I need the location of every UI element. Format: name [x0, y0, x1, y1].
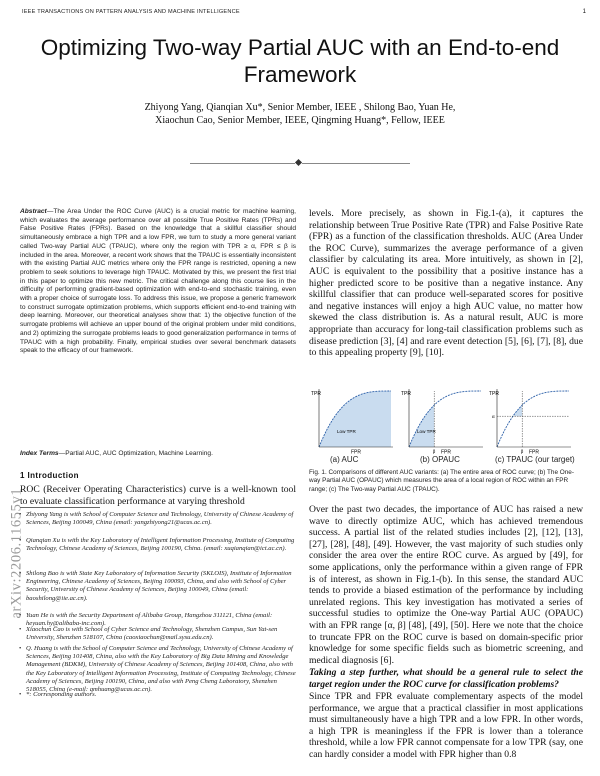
figure-caption-label: Fig. 1. [309, 469, 327, 476]
y-axis-label: TPR [401, 391, 411, 397]
authors-line-1: Zhiyong Yang, Qianqian Xu*, Senior Member, IEEE , Shilong Bao, Yuan He, [144, 102, 456, 113]
abstract [20, 208, 296, 356]
page-number: 1 [582, 9, 586, 15]
author-list [0, 101, 600, 127]
footnote-rule [20, 507, 100, 508]
roc-curve [497, 391, 569, 447]
y-axis-label: TPR [489, 391, 499, 397]
body-paragraph-3: Taking a step further, what should be a general rule to select the target region under the ROC curve for classification problems? [309, 667, 583, 690]
body-paragraph-2: Over the past two decades, the importance of AUC has raised a new wave to directly optimize AUC, which has achieved tremendous success. A partial list of the related studies includes [2], [12], [13], [27], [28], [48], [49]. However, the vast majority of such studies only consider the area over the entire ROC curve. As argued by [49], for some applications, only the performance within a given range of FPR is of interest, as shown in Fig.1-(b). In this sense, the standard AUC tends to provide a biased estimation of the performance by including unrelated regions. This key investigation has motivated a series of successful studies to optimize the One-way Partial AUC (OPAUC) with an FPR range [α, β] [48], [49], [50]. Here we note that the choice to truncate FPR on the ROC curve is based on domain-specific prior knowledge for some specific fields such as biometric screening, and medical diagnosis [6]. [309, 504, 583, 666]
body-paragraph-1: levels. More precisely, as shown in Fig.1-(a), it captures the relationship between True Positive Rate (TPR) and False Positive Rate (FPR) as a function of the classification thresholds. AUC (Area Under the ROC Curve), summarizes the average performance of a given classifier by calculating its area. More intuitively, as shown in [2], AUC is equivalent to the possibility that a positive instance has a higher predicted score to be positive than a negative instance. Any skillful classifier that can produce well-separated scores for positive and negative instances will enjoy a high AUC value, no matter how skewed the class distribution is. As a natural result, AUC is more appropriate than accuracy for long-tail classification problems such as disease prediction [3], [4] and rare event detection [5], [6], [7], [8], due to this appealing property [9], [10]. [309, 208, 583, 359]
footnote-item: • *: Corresponding authors. [26, 691, 296, 699]
paper-title: Optimizing Two-way Partial AUC with an End-to-end Framework [40, 35, 560, 87]
beta-tick: β [520, 450, 524, 455]
region-label: Low TPR [337, 429, 356, 434]
abstract-text: —The Area Under the ROC Curve (AUC) is a crucial metric for machine learning, which evaluates the average performance over all possible True Positive Rates (TPRs) and False Positive Rates (FPRs). Based on the knowledge that a skillful classifier should simultaneously embrace a high TPR and a low FPR, we turn to study a more general variant called Two-way Partial AUC (TPAUC), where only the region with TPR ≥ α, FPR ≤ β is included in the area. Moreover, a recent work shows that the TPAUC is essentially inconsistent with the existing Partial AUC metrics where only the FPR range is restricted, opening a new problem to seek solutions to leverage high TPAUC. Motivated by this, we present the first trial in this paper to optimize this new metric. The critical challenge along this course lies in the difficulty of performing gradient-based optimization with end-to-end stochastic training, even with a proper choice of surrogate loss. To address this issue, we propose a generic framework to construct surrogate optimization problems, which supports efficient end-to-end training with deep learning. Moreover, our theoretical analyses show that: 1) the objective function of the surrogate problems will achieve an upper bound of the original problem under mild conditions, and 2) optimizing the surrogate problems leads to good generalization performance in terms of TPAUC with a high probability. Finally, empirical studies over several benchmark datasets speak to the efficacy of our framework. [20, 208, 296, 355]
panel-b-caption: (b) OPAUC [420, 455, 460, 464]
x-axis-label: FPR [529, 449, 539, 455]
footnote-item: • Qianqian Xu is with the Key Laboratory of Intelligent Information Processing, Institute of Computing Technology, Chinese Academy of Sciences, Beijing 100190, China. (email: xuqianqian@ict.ac.cn). [26, 537, 296, 553]
abstract-label: Abstract [20, 208, 47, 215]
running-header: IEEE TRANSACTIONS ON PATTERN ANALYSIS AND MACHINE INTELLIGENCE [22, 9, 240, 15]
footnote-item: • Q. Huang is with the School of Computer Science and Technology, University of Chinese Academy of Sciences, Beijing 101408, China, also with the Key Laboratory of Big Data Mining and Knowledge Management (BDKM), University of Chinese Academy of Sciences, Beijing 101408, China, also with the Key Laboratory of Intelligent Information Processing, Institute of Computing Technology, Chinese Academy of Sciences, Beijing 100190, China, and also with Peng Cheng Laboratory, Shenzhen 518055, China (e-mail: qmhuang@ucas.ac.cn). [26, 645, 296, 694]
index-terms [20, 450, 296, 459]
index-terms-label: Index Terms [20, 450, 59, 457]
roc-area-fill [409, 405, 434, 447]
footnote-item: • Zhiyong Yang is with School of Computer Science and Technology, University of Chinese Academy of Sciences, Beijing 100049, China (email: yangzhiyong21@ucas.ac.cn). [26, 511, 296, 527]
arxiv-stamp: arXiv:2206.11655v1 [8, 487, 25, 619]
alpha-tick: α [492, 415, 495, 421]
body-paragraph-4: Since TPR and FPR evaluate complementary aspects of the model performance, we argue that a practical classifier in most applications must simultaneously have a high TPR and a low FPR. In other words, a high TPR is meaningless if the FPR is lower than a tolerance threshold, while a low FPR cannot compensate for a low TPR (say, one can hardly consider a model with FPR higher than 0.8 [309, 691, 583, 760]
authors-line-2: Xiaochun Cao, Senior Member, IEEE, Qingming Huang*, Fellow, IEEE [155, 115, 445, 126]
x-axis-label: FPR [351, 449, 361, 455]
panel-a-caption: (a) AUC [330, 455, 359, 464]
panel-c-caption: (c) TPAUC (our target) [495, 455, 575, 464]
x-axis-label: FPR [441, 449, 451, 455]
intro-paragraph: ROC (Receiver Operating Characteristics) curve is a well-known tool to evaluate classification performance at varying threshold [20, 484, 296, 507]
footnote-item: • Xiaochun Cao is with School of Cyber Science and Technology, Shenzhen Campus, Sun Yat-sen University, Shenzhen 518107, China (caoxiaochun@mail.sysu.edu.cn). [26, 626, 296, 642]
y-axis-label: TPR [311, 391, 321, 397]
beta-tick: β [432, 450, 436, 455]
roc-area-fill [319, 391, 391, 447]
auc-comparison-figure [309, 385, 583, 455]
figure-caption-text: Comparisons of different AUC variants: (a) The entire area of ROC curve; (b) The One-way Partial AUC (OPAUC) which measures the area of a local region of ROC within an FPR range; (c) The Two-way Partial AUC (TPAUC). [309, 469, 574, 493]
index-terms-text: —Partial AUC, AUC Optimization, Machine Learning. [58, 450, 213, 457]
figure-caption [309, 469, 583, 494]
section-title: 1 Introduction [20, 471, 79, 480]
footnote-item: • Shilong Bao is with State Key Laboratory of Information Security (SKLOIS), Institute of Information Engineering, Chinese Academy of Sciences, Beijing 100093, China, and also with School of Cyber Security, University of Chinese Academy of Sciences, Beijing 100049, China (email: baoshilong@iie.ac.cn). [26, 570, 296, 603]
footnote-item: • Yuan He is with the Security Department of Alibaba Group, Hangzhou 311121, China (email: heyuan.hy@alibaba-inc.com). [26, 612, 296, 628]
divider-diamond-icon [295, 159, 302, 166]
region-label: Low TPR [417, 429, 436, 434]
